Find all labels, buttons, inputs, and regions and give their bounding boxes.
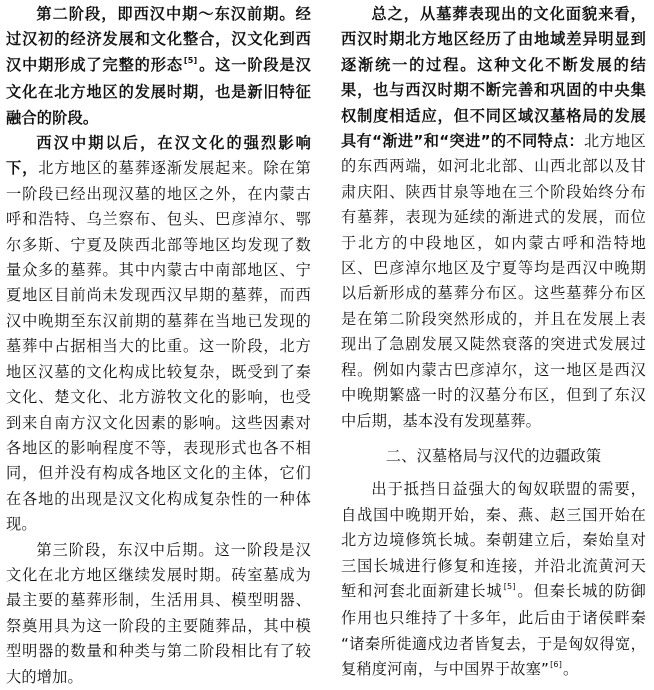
right-column <box>341 2 646 685</box>
paragraph-text: 北方地区的墓葬逐渐发展起来。除在第一阶段已经出现汉墓的地区之外，在内蒙古呼和浩特、乌兰察布、包头、巴彦淖尔、鄂尔多斯、宁夏及陕西北部等地区均发现了数量众多的墓葬。其中内蒙古中南部地区、宁夏地区目前尚未发现西汉早期的墓葬，而西汉中晚期至东汉前期的墓葬在当地已发现的墓葬中占据相当大的比重。这一阶段，北方地区汉墓的文化构成比较复杂，既受到了秦文化、楚文化、北方游牧文化的影响，也受到来自南方汉文化因素的影响。这些因素对各地区的影响程度不等，表现形式也各不相同，但并没有构成各地区文化的主体，它们在各地的出现是汉文化构成复杂性的一种体现。 <box>6 159 311 534</box>
paragraph-text: 。 <box>563 660 579 679</box>
footnote-marker[interactable]: [6] <box>550 660 563 670</box>
paragraph-text: 出于抵挡日益强大的匈奴联盟的需要，自战国中晚期开始，秦、燕、赵三国开始在北方边境修筑长城。秦朝建立后，秦始皇对三国长城进行修复和连接，并沿北流黄河天堑和河套北面新建长城 <box>341 480 646 600</box>
paragraph-text: 北方地区的东西两端，如河北北部、山西北部以及甘肃庆阳、陕西甘泉等地在三个阶段始终分布有墓葬，表现为延续的渐进式的发展，而位于北方的中段地区，如内蒙古呼和浩特地区、巴彦淖尔地区及宁夏等均是西汉中晚期以后新形成的墓葬分布区。这些墓葬分布区是在第二阶段突然形成的，并且在发展上表现出了急剧发展又陡然衰落的突进式发展过程。例如内蒙古巴彦淖尔，这一地区是西汉中晚期繁盛一时的汉墓分布区，但到了东汉中后期，基本没有发现墓葬。 <box>341 132 646 430</box>
paragraph-mid-western-han <box>6 131 311 538</box>
paragraph-summary <box>341 2 646 434</box>
paragraph-text: 第二阶段，即西汉中期～东汉前期。经过汉初的经济发展和文化整合，汉文化到西汉中期形成了完整的形态 <box>6 5 311 74</box>
paragraph-great-wall <box>341 477 646 684</box>
paragraph-text: 。这一阶段是汉文化在北方地区的发展时期，也是新旧特征融合的阶段。 <box>6 55 311 127</box>
footnote-marker[interactable]: [5] <box>503 581 516 591</box>
section-heading: 二、汉墓格局与汉代的边疆政策 <box>385 446 602 465</box>
left-column <box>6 2 311 690</box>
paragraph-lead: 总之，从墓葬表现出的文化面貌来看，西汉时期北方地区经历了由地域差异明显到逐渐统一的过程。这种文化不断发展的结果，也与西汉时期不断完善和巩固的中央集权制度相适应，但不同区域汉墓格局的发展具有“渐进”和“突进”的不同特点： <box>341 5 646 151</box>
paragraph-text: 。但秦长城的防御作用也只维持了十多年，此后由于诸侯畔秦 “诸秦所徙適戍边者皆复去，于是匈奴得宽，复稍度河南，与中国界于故塞” <box>341 581 646 679</box>
footnote-marker[interactable]: [5] <box>183 55 198 65</box>
column-divider <box>326 0 327 648</box>
paragraph-stage-two <box>6 2 311 131</box>
paragraph-stage-three <box>6 538 311 690</box>
paragraph-text: 第三阶段，东汉中后期。这一阶段是汉文化在北方地区继续发展时期。砖室墓成为最主要的墓葬形制，生活用具、模型明器、祭奠用具为这一阶段的主要随葬品，其中模型明器的数量和种类与第二阶段相比有了较大的增加。 <box>6 540 311 686</box>
paragraph-lead: 西汉中期以后，在汉文化的强烈影响下， <box>6 134 311 178</box>
